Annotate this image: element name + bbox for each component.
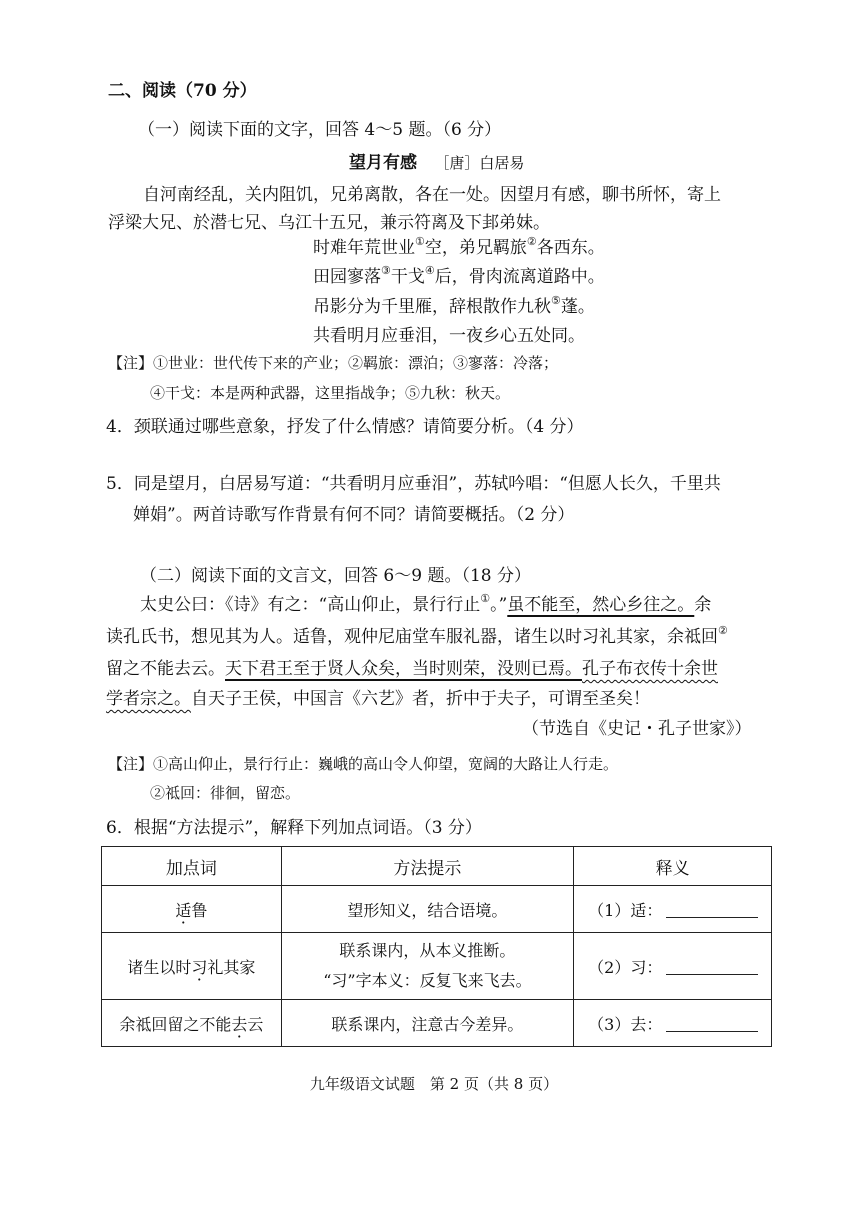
classical-line-3: 留之不能去云。天下君王至于贤人众矣，当时则荣，没则已焉。孔子布衣传十余世 bbox=[106, 659, 718, 679]
poem-verse-4: 共看明月应垂泪，一夜乡心五处同。 bbox=[313, 326, 585, 346]
note-mark: ② bbox=[718, 624, 728, 637]
table-row bbox=[102, 1000, 772, 1047]
question-4: 4．颈联通过哪些意象，抒发了什么情感？请简要分析。（4 分） bbox=[106, 417, 584, 437]
table-row bbox=[102, 886, 772, 933]
answer-blank[interactable] bbox=[666, 960, 758, 975]
table-header: 方法提示 bbox=[281, 847, 574, 886]
answer-blank[interactable] bbox=[666, 1017, 758, 1032]
poem-note-1: 【注】①世业：世代传下来的产业；②羁旅：漂泊；③寥落：冷落； bbox=[108, 354, 559, 372]
classical-line-4: 学者宗之。自天子王侯，中国言《六艺》者，折中于夫子，可谓至圣矣！ bbox=[106, 689, 650, 709]
wavy-underlined-sentence-b: 学者宗之。 bbox=[106, 689, 191, 709]
table-header: 释义 bbox=[574, 847, 772, 886]
poem-verse-1: 时难年荒世业①空，弟兄羁旅②各西东。 bbox=[313, 235, 605, 258]
note-mark: ⑤ bbox=[551, 294, 561, 307]
note-mark: ① bbox=[415, 235, 425, 248]
poem-preface-1: 自河南经乱，关内阻饥，兄弟离散，各在一处。因望月有感，聊书所怀，寄上 bbox=[143, 185, 721, 205]
poem-title: 望月有感 bbox=[349, 153, 417, 173]
table-header-row bbox=[102, 847, 772, 886]
note-mark: ① bbox=[480, 592, 491, 605]
poem-note-2: ④干戈：本是两种武器，这里指战争；⑤九秋：秋天。 bbox=[150, 384, 511, 402]
question-5-line-1: 5．同是望月，白居易写道：“共看明月应垂泪”，苏轼吟唱：“但愿人长久，千里共 bbox=[106, 474, 721, 494]
underlined-sentence-2: 天下君王至于贤人众矣，当时则荣，没则已焉。 bbox=[225, 659, 582, 679]
note-mark: ② bbox=[526, 235, 537, 248]
poem-verse-3: 吊影分为千里雁，辞根散作九秋⑤蓬。 bbox=[313, 294, 595, 317]
vocab-table bbox=[101, 846, 772, 1047]
method-hint-cell: 联系课内，注意古今差异。 bbox=[281, 1000, 574, 1047]
question-6: 6．根据“方法提示”，解释下列加点词语。（3 分） bbox=[106, 818, 482, 838]
answer-cell[interactable]: （1）适： bbox=[574, 886, 772, 933]
method-hint-cell: 望形知义，结合语境。 bbox=[281, 886, 574, 933]
classical-line-1: 太史公曰：《诗》有之：“高山仰止，景行行止①。”虽不能至，然心乡往之。余 bbox=[140, 592, 712, 615]
classical-note-1: 【注】①高山仰止，景行行止：巍峨的高山令人仰望，宽阔的大路让人行走。 bbox=[108, 755, 619, 773]
dotted-char: 习 bbox=[191, 957, 208, 977]
poem-preface-2: 浮梁大兄、於潜七兄、乌江十五兄，兼示符离及下邽弟妹。 bbox=[108, 213, 550, 233]
answer-cell[interactable]: （3）去： bbox=[574, 1000, 772, 1047]
part1-instruction: （一）阅读下面的文字，回答 4～5 题。（6 分） bbox=[138, 120, 502, 140]
note-mark: ③ bbox=[381, 264, 391, 277]
page-footer: 九年级语文试题 第 2 页（共 8 页） bbox=[309, 1075, 559, 1093]
underlined-sentence-1: 虽不能至，然心乡往之。 bbox=[507, 595, 695, 615]
dotted-char: 适 bbox=[175, 900, 192, 920]
dotted-char: 去 bbox=[231, 1014, 248, 1034]
section-heading: 二、阅读（70 分） bbox=[108, 81, 257, 101]
part2-instruction: （二）阅读下面的文言文，回答 6～9 题。（18 分） bbox=[140, 566, 531, 586]
answer-blank[interactable] bbox=[666, 903, 758, 918]
poem-title-line bbox=[349, 148, 524, 173]
classical-source: （节选自《史记・孔子世家》） bbox=[522, 719, 752, 739]
table-header: 加点词 bbox=[102, 847, 282, 886]
answer-cell[interactable]: （2）习： bbox=[574, 933, 772, 1000]
dotted-word-cell: 余祗回留之不能去云 bbox=[102, 1000, 282, 1047]
method-hint-cell: 联系课内，从本义推断。 “习”字本义：反复飞来飞去。 bbox=[281, 933, 574, 1000]
poem-author: ［唐］白居易 bbox=[434, 154, 525, 172]
question-5-line-2: 婵娟”。两首诗歌写作背景有何不同？请简要概括。（2 分） bbox=[133, 505, 575, 525]
wavy-underlined-sentence-a: 孔子布衣传十余世 bbox=[582, 659, 718, 679]
dotted-word-cell: 适鲁 bbox=[102, 886, 282, 933]
dotted-word-cell: 诸生以时习礼其家 bbox=[102, 933, 282, 1000]
classical-note-2: ②祗回：徘徊，留恋。 bbox=[150, 784, 301, 802]
classical-line-2: 读孔氏书，想见其为人。适鲁，观仲尼庙堂车服礼器，诸生以时习礼其家，余祗回② bbox=[106, 624, 728, 647]
note-mark: ④ bbox=[424, 264, 435, 277]
poem-verse-2: 田园寥落③干戈④后，骨肉流离道路中。 bbox=[313, 264, 605, 287]
table-row bbox=[102, 933, 772, 1000]
